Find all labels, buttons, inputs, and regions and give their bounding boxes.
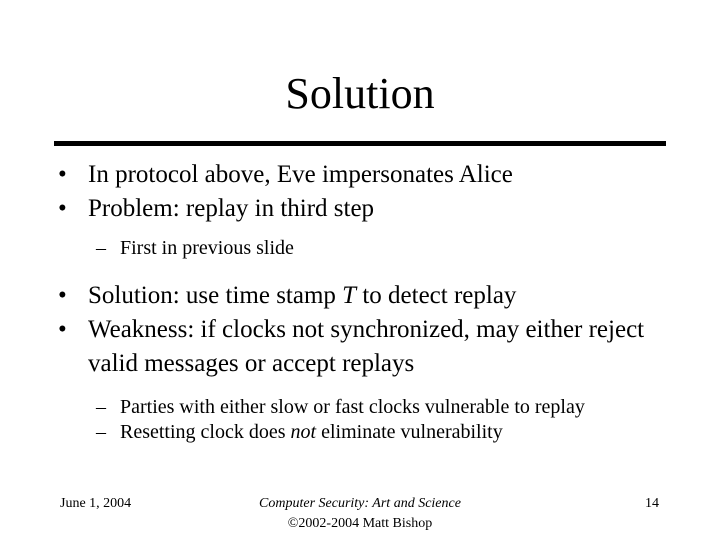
footer-course-title: Computer Security: Art and Science [259,496,461,511]
bullet-list [0,158,720,445]
footer-page-number: 14 [645,496,659,511]
sub-bullet-text: Resetting clock does [120,421,291,443]
sub-bullet-emphasis: not [290,421,317,443]
bullet-text: Solution: use time stamp [88,282,343,309]
slide-title: Solution [285,69,435,118]
title-underline [54,141,666,146]
sub-bullet-item [120,420,660,445]
bullet-text: to detect replay [356,282,517,309]
footer-course [0,494,720,534]
sub-bullet-item: – Parties with either slow or fast clocks vulnerable to replay [120,395,660,420]
footer-date: June 1, 2004 [60,496,132,511]
footer-copyright: ©2002-2004 Matt Bishop [287,516,433,531]
bullet-emphasis: T [342,282,357,309]
sub-bullet-text: eliminate vulnerability [316,421,503,443]
bullet-item: • Weakness: if clocks not synchronized, may either reject valid messages or accept replays [88,313,668,381]
bullet-item: • Problem: replay in third step [88,192,668,226]
bullet-item: • In protocol above, Eve impersonates Alice [88,158,668,192]
bullet-item [88,279,668,313]
sub-bullet-item: – First in previous slide [120,236,660,261]
